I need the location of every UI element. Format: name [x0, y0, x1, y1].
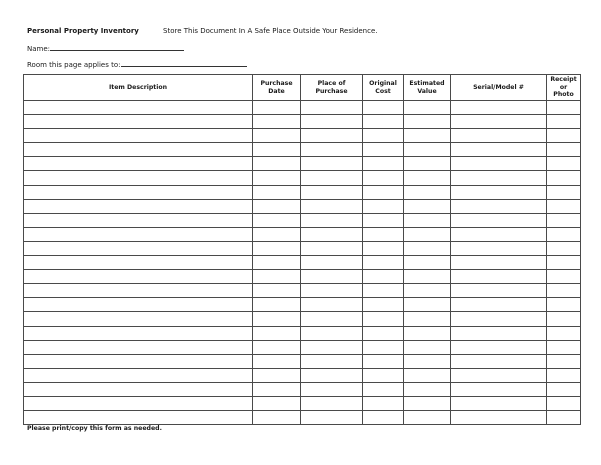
table-cell[interactable] [404, 312, 451, 326]
table-cell[interactable] [363, 354, 404, 368]
table-cell[interactable] [451, 411, 547, 425]
table-cell[interactable] [253, 256, 301, 270]
table-cell[interactable] [451, 382, 547, 396]
table-cell[interactable] [24, 270, 253, 284]
table-cell[interactable] [301, 284, 363, 298]
table-cell[interactable] [404, 298, 451, 312]
table-row [24, 199, 581, 213]
table-cell[interactable] [363, 227, 404, 241]
table-cell[interactable] [253, 368, 301, 382]
table-row [24, 326, 581, 340]
table-cell[interactable] [253, 213, 301, 227]
table-cell[interactable] [24, 256, 253, 270]
table-cell[interactable] [451, 143, 547, 157]
table-cell[interactable] [24, 143, 253, 157]
footer-note: Please print/copy this form as needed. [27, 425, 162, 432]
form-title: Personal Property Inventory [27, 27, 139, 35]
safekeeping-note: Store This Document In A Safe Place Outside Your Residence. [163, 27, 378, 35]
table-cell[interactable] [404, 199, 451, 213]
table-row [24, 340, 581, 354]
table-cell[interactable] [363, 115, 404, 129]
table-cell[interactable] [24, 382, 253, 396]
table-row [24, 227, 581, 241]
table-cell[interactable] [253, 270, 301, 284]
table-row [24, 256, 581, 270]
column-header-item-description: Item Description [24, 75, 253, 101]
table-cell[interactable] [547, 115, 581, 129]
table-cell[interactable] [253, 354, 301, 368]
table-cell[interactable] [363, 312, 404, 326]
table-cell[interactable] [363, 411, 404, 425]
table-cell[interactable] [301, 185, 363, 199]
table-cell[interactable] [301, 256, 363, 270]
table-cell[interactable] [253, 340, 301, 354]
table-cell[interactable] [404, 411, 451, 425]
table-cell[interactable] [253, 411, 301, 425]
column-header-receipt-or-photo: Receipt or Photo [547, 75, 581, 101]
table-cell[interactable] [24, 298, 253, 312]
table-cell[interactable] [301, 213, 363, 227]
table-cell[interactable] [363, 270, 404, 284]
table-cell[interactable] [301, 171, 363, 185]
table-cell[interactable] [404, 326, 451, 340]
table-row [24, 129, 581, 143]
column-header-estimated-value: Estimated Value [404, 75, 451, 101]
column-header-original-cost: Original Cost [363, 75, 404, 101]
table-row [24, 213, 581, 227]
table-cell[interactable] [24, 101, 253, 115]
table-cell[interactable] [451, 368, 547, 382]
table-cell[interactable] [451, 199, 547, 213]
table-row [24, 368, 581, 382]
name-label: Name: [27, 45, 51, 53]
table-cell[interactable] [301, 270, 363, 284]
table-cell[interactable] [451, 312, 547, 326]
inventory-rows [24, 101, 581, 425]
table-cell[interactable] [363, 185, 404, 199]
table-cell[interactable] [404, 171, 451, 185]
table-cell[interactable] [404, 396, 451, 410]
table-cell[interactable] [404, 270, 451, 284]
table-cell[interactable] [301, 115, 363, 129]
room-label: Room this page applies to: [27, 61, 121, 69]
table-row [24, 143, 581, 157]
table-cell[interactable] [363, 199, 404, 213]
table-cell[interactable] [253, 284, 301, 298]
table-cell[interactable] [451, 396, 547, 410]
table-cell[interactable] [363, 382, 404, 396]
table-cell[interactable] [253, 298, 301, 312]
table-cell[interactable] [547, 382, 581, 396]
table-cell[interactable] [24, 129, 253, 143]
table-cell[interactable] [404, 354, 451, 368]
table-cell[interactable] [301, 129, 363, 143]
table-cell[interactable] [547, 171, 581, 185]
table-cell[interactable] [451, 326, 547, 340]
table-cell[interactable] [404, 256, 451, 270]
table-cell[interactable] [363, 326, 404, 340]
table-cell[interactable] [547, 270, 581, 284]
table-cell[interactable] [301, 143, 363, 157]
table-cell[interactable] [363, 340, 404, 354]
table-cell[interactable] [24, 284, 253, 298]
table-row [24, 241, 581, 255]
table-cell[interactable] [24, 340, 253, 354]
table-cell[interactable] [363, 213, 404, 227]
table-cell[interactable] [451, 185, 547, 199]
table-cell[interactable] [404, 284, 451, 298]
table-cell[interactable] [451, 171, 547, 185]
name-blank-line[interactable] [50, 43, 184, 51]
table-cell[interactable] [24, 157, 253, 171]
table-cell[interactable] [404, 227, 451, 241]
table-row [24, 270, 581, 284]
table-cell[interactable] [547, 143, 581, 157]
table-cell[interactable] [404, 157, 451, 171]
table-cell[interactable] [547, 185, 581, 199]
table-cell[interactable] [253, 382, 301, 396]
table-cell[interactable] [547, 227, 581, 241]
table-cell[interactable] [253, 185, 301, 199]
table-cell[interactable] [24, 326, 253, 340]
table-cell[interactable] [547, 241, 581, 255]
table-cell[interactable] [363, 298, 404, 312]
table-cell[interactable] [253, 241, 301, 255]
table-cell[interactable] [547, 411, 581, 425]
table-cell[interactable] [24, 199, 253, 213]
table-cell[interactable] [301, 326, 363, 340]
table-cell[interactable] [24, 354, 253, 368]
table-cell[interactable] [363, 101, 404, 115]
table-header-row [24, 75, 581, 101]
table-cell[interactable] [301, 157, 363, 171]
table-row [24, 411, 581, 425]
table-cell[interactable] [24, 185, 253, 199]
column-header-place-of-purchase: Place of Purchase [301, 75, 363, 101]
table-cell[interactable] [451, 213, 547, 227]
table-cell[interactable] [301, 227, 363, 241]
table-cell[interactable] [301, 368, 363, 382]
table-cell[interactable] [404, 340, 451, 354]
table-cell[interactable] [253, 326, 301, 340]
table-cell[interactable] [404, 101, 451, 115]
table-cell[interactable] [363, 368, 404, 382]
table-cell[interactable] [404, 241, 451, 255]
table-cell[interactable] [547, 326, 581, 340]
inventory-table [23, 74, 581, 425]
table-cell[interactable] [253, 101, 301, 115]
table-cell[interactable] [547, 368, 581, 382]
table-cell[interactable] [363, 143, 404, 157]
table-cell[interactable] [24, 227, 253, 241]
room-field[interactable] [27, 59, 247, 69]
table-cell[interactable] [363, 256, 404, 270]
table-cell[interactable] [301, 312, 363, 326]
table-cell[interactable] [24, 396, 253, 410]
table-cell[interactable] [547, 129, 581, 143]
table-cell[interactable] [451, 284, 547, 298]
table-cell[interactable] [253, 199, 301, 213]
table-cell[interactable] [253, 171, 301, 185]
table-cell[interactable] [547, 256, 581, 270]
table-cell[interactable] [451, 270, 547, 284]
table-cell[interactable] [301, 241, 363, 255]
table-cell[interactable] [24, 213, 253, 227]
table-row [24, 101, 581, 115]
table-row [24, 354, 581, 368]
table-cell[interactable] [24, 171, 253, 185]
table-cell[interactable] [363, 129, 404, 143]
table-row [24, 284, 581, 298]
table-cell[interactable] [363, 171, 404, 185]
table-cell[interactable] [404, 382, 451, 396]
table-cell[interactable] [404, 213, 451, 227]
table-cell[interactable] [547, 101, 581, 115]
table-cell[interactable] [253, 115, 301, 129]
table-cell[interactable] [451, 157, 547, 171]
table-cell[interactable] [24, 411, 253, 425]
table-cell[interactable] [404, 185, 451, 199]
table-cell[interactable] [404, 115, 451, 129]
table-cell[interactable] [547, 396, 581, 410]
table-cell[interactable] [451, 340, 547, 354]
table-cell[interactable] [301, 101, 363, 115]
table-cell[interactable] [547, 213, 581, 227]
table-cell[interactable] [24, 115, 253, 129]
table-row [24, 185, 581, 199]
table-cell[interactable] [404, 143, 451, 157]
name-field[interactable] [27, 43, 184, 53]
table-cell[interactable] [253, 227, 301, 241]
column-header-serial-model: Serial/Model # [451, 75, 547, 101]
table-cell[interactable] [301, 411, 363, 425]
table-cell[interactable] [451, 115, 547, 129]
table-row [24, 171, 581, 185]
table-cell[interactable] [363, 396, 404, 410]
table-cell[interactable] [363, 284, 404, 298]
table-cell[interactable] [363, 241, 404, 255]
table-cell[interactable] [547, 199, 581, 213]
table-cell[interactable] [253, 143, 301, 157]
table-cell[interactable] [451, 354, 547, 368]
table-row [24, 312, 581, 326]
table-row [24, 382, 581, 396]
table-cell[interactable] [253, 129, 301, 143]
table-row [24, 157, 581, 171]
table-cell[interactable] [24, 368, 253, 382]
table-cell[interactable] [547, 284, 581, 298]
table-cell[interactable] [451, 256, 547, 270]
table-cell[interactable] [301, 199, 363, 213]
table-cell[interactable] [547, 340, 581, 354]
table-cell[interactable] [547, 354, 581, 368]
table-cell[interactable] [301, 340, 363, 354]
column-header-purchase-date: Purchase Date [253, 75, 301, 101]
table-cell[interactable] [547, 298, 581, 312]
table-row [24, 396, 581, 410]
table-cell[interactable] [24, 241, 253, 255]
room-blank-line[interactable] [121, 59, 247, 67]
table-cell[interactable] [253, 312, 301, 326]
table-cell[interactable] [301, 298, 363, 312]
table-cell[interactable] [547, 312, 581, 326]
table-cell[interactable] [301, 382, 363, 396]
table-cell[interactable] [547, 157, 581, 171]
table-cell[interactable] [301, 396, 363, 410]
table-cell[interactable] [451, 129, 547, 143]
table-row [24, 298, 581, 312]
table-cell[interactable] [253, 157, 301, 171]
table-row [24, 115, 581, 129]
table-cell[interactable] [301, 354, 363, 368]
table-cell[interactable] [451, 101, 547, 115]
table-cell[interactable] [24, 312, 253, 326]
table-cell[interactable] [253, 396, 301, 410]
table-cell[interactable] [451, 227, 547, 241]
table-cell[interactable] [363, 157, 404, 171]
table-cell[interactable] [451, 298, 547, 312]
table-cell[interactable] [404, 129, 451, 143]
table-cell[interactable] [451, 241, 547, 255]
table-cell[interactable] [404, 368, 451, 382]
